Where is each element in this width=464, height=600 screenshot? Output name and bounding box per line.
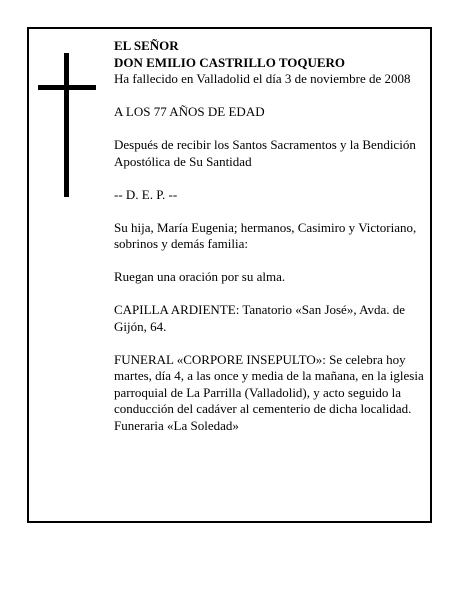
- chapel-line: CAPILLA ARDIENTE: Tanatorio «San José», Avda. de Gijón, 64.: [114, 302, 406, 334]
- title-line-1: EL SEÑOR: [114, 38, 179, 53]
- obituary-text: [114, 38, 426, 434]
- deceased-name: DON EMILIO CASTRILLO TOQUERO: [114, 54, 346, 70]
- prayer-line: Ruegan una oración por su alma.: [114, 269, 286, 284]
- age-line: A LOS 77 AÑOS DE EDAD: [114, 104, 265, 119]
- rip-line: -- D. E. P. --: [114, 186, 178, 202]
- family-line: Su hija, María Eugenia; hermanos, Casimiro y Victoriano, sobrinos y demás familia:: [114, 219, 417, 251]
- sacraments-line: Después de recibir los Santos Sacramentos y la Bendición Apostólica de Su Santidad: [114, 137, 416, 169]
- death-notice: Ha fallecido en Valladolid el día 3 de noviembre de 2008: [114, 71, 411, 86]
- funeral-line: FUNERAL «CORPORE INSEPULTO»: Se celebra hoy martes, día 4, a las once y media de la mañana, en la iglesia parroquial de La Parrilla (Valladolid), y acto seguido la conducción del cadáver al cementerio de dicha localidad.: [114, 351, 424, 416]
- funeral-home-line: Funeraria «La Soledad»: [114, 417, 239, 433]
